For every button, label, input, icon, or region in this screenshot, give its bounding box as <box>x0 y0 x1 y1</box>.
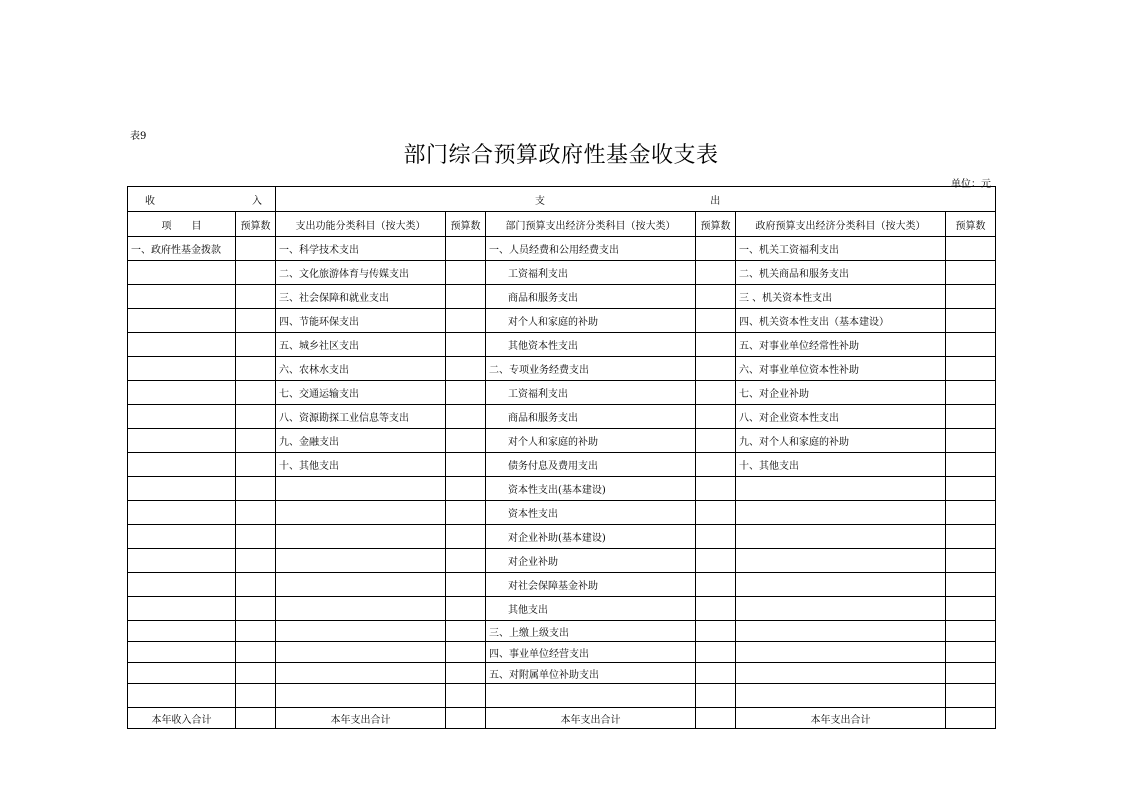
dept-budget-cell <box>696 621 736 642</box>
income-item-cell <box>128 357 236 381</box>
gov-econ-class-cell: 六、对事业单位资本性补助 <box>736 357 946 381</box>
gov-budget-cell <box>946 453 996 477</box>
func-class-cell <box>276 525 446 549</box>
dept-budget-cell <box>696 453 736 477</box>
income-budget-cell <box>236 237 276 261</box>
income-section-header <box>128 187 276 212</box>
func-budget-cell <box>446 597 486 621</box>
func-budget-cell <box>446 573 486 597</box>
gov-budget-cell <box>946 501 996 525</box>
func-total-budget-cell <box>446 708 486 729</box>
dept-budget-cell <box>696 501 736 525</box>
income-budget-cell <box>236 309 276 333</box>
income-header-left: 收 <box>145 195 155 207</box>
func-class-cell <box>276 597 446 621</box>
table-row <box>128 549 996 573</box>
table-row <box>128 663 996 684</box>
dept-budget-cell <box>696 309 736 333</box>
func-class-cell: 二、文化旅游体育与传媒支出 <box>276 261 446 285</box>
gov-econ-class-cell <box>736 621 946 642</box>
gov-econ-class-cell <box>736 501 946 525</box>
income-item-cell <box>128 309 236 333</box>
gov-budget-cell <box>946 621 996 642</box>
func-class-cell <box>276 642 446 663</box>
dept-econ-class-cell: 资本性支出(基本建设) <box>486 477 696 501</box>
income-budget-cell <box>236 684 276 708</box>
func-class-cell <box>276 477 446 501</box>
table-row <box>128 333 996 357</box>
table-row <box>128 621 996 642</box>
func-class-cell: 三、社会保障和就业支出 <box>276 285 446 309</box>
dept-econ-class-cell: 二、专项业务经费支出 <box>486 357 696 381</box>
gov-econ-class-cell: 四、机关资本性支出（基本建设） <box>736 309 946 333</box>
income-item-cell <box>128 525 236 549</box>
income-budget-cell <box>236 285 276 309</box>
income-item-cell <box>128 261 236 285</box>
func-budget-cell <box>446 642 486 663</box>
income-budget-cell <box>236 453 276 477</box>
dept-econ-class-cell: 工资福利支出 <box>486 381 696 405</box>
func-budget-cell <box>446 663 486 684</box>
income-item-cell <box>128 381 236 405</box>
totals-row <box>128 708 996 729</box>
income-budget-cell <box>236 621 276 642</box>
func-budget-cell <box>446 429 486 453</box>
income-total-budget-cell <box>236 708 276 729</box>
income-item-cell <box>128 621 236 642</box>
gov-budget-cell <box>946 357 996 381</box>
dept-econ-class-cell: 商品和服务支出 <box>486 285 696 309</box>
gov-budget-cell <box>946 684 996 708</box>
func-class-cell <box>276 501 446 525</box>
income-budget-cell <box>236 663 276 684</box>
table-row <box>128 642 996 663</box>
income-budget-cell <box>236 477 276 501</box>
dept-econ-class-cell: 对企业补助(基本建设) <box>486 525 696 549</box>
dept-budget-cell <box>696 597 736 621</box>
dept-total-budget-cell <box>696 708 736 729</box>
func-class-cell: 十、其他支出 <box>276 453 446 477</box>
gov-budget-cell <box>946 642 996 663</box>
col-header-dept-econ-class: 部门预算支出经济分类科目（按大类） <box>486 212 696 237</box>
income-budget-cell <box>236 333 276 357</box>
table-row <box>128 501 996 525</box>
gov-econ-class-cell: 一、机关工资福利支出 <box>736 237 946 261</box>
gov-econ-class-cell: 七、对企业补助 <box>736 381 946 405</box>
func-budget-cell <box>446 381 486 405</box>
func-class-cell: 五、城乡社区支出 <box>276 333 446 357</box>
gov-budget-cell <box>946 309 996 333</box>
column-header-row <box>128 212 996 237</box>
gov-budget-cell <box>946 429 996 453</box>
gov-budget-cell <box>946 477 996 501</box>
dept-budget-cell <box>696 642 736 663</box>
income-item-cell <box>128 429 236 453</box>
income-item-cell <box>128 597 236 621</box>
section-header-row <box>128 187 996 212</box>
income-total-cell: 本年收入合计 <box>128 708 236 729</box>
func-class-cell: 一、科学技术支出 <box>276 237 446 261</box>
func-budget-cell <box>446 285 486 309</box>
table-row <box>128 261 996 285</box>
dept-econ-class-cell: 资本性支出 <box>486 501 696 525</box>
gov-budget-cell <box>946 333 996 357</box>
dept-econ-class-cell: 其他资本性支出 <box>486 333 696 357</box>
income-item-cell <box>128 333 236 357</box>
dept-budget-cell <box>696 261 736 285</box>
dept-econ-class-cell: 五、对附属单位补助支出 <box>486 663 696 684</box>
func-class-cell: 七、交通运输支出 <box>276 381 446 405</box>
income-item-cell: 一、政府性基金拨款 <box>128 237 236 261</box>
expense-section-header <box>276 187 996 212</box>
income-item-cell <box>128 453 236 477</box>
table-row <box>128 684 996 708</box>
income-item-cell <box>128 285 236 309</box>
func-class-cell: 四、节能环保支出 <box>276 309 446 333</box>
income-item-cell <box>128 684 236 708</box>
expense-header-right: 出 <box>710 195 721 207</box>
func-budget-cell <box>446 684 486 708</box>
table-row <box>128 357 996 381</box>
dept-econ-class-cell: 三、上缴上级支出 <box>486 621 696 642</box>
gov-econ-class-cell <box>736 477 946 501</box>
dept-econ-class-cell: 债务付息及费用支出 <box>486 453 696 477</box>
table-number-label: 表9 <box>130 131 147 142</box>
dept-budget-cell <box>696 549 736 573</box>
gov-budget-cell <box>946 405 996 429</box>
table-row <box>128 381 996 405</box>
gov-econ-class-cell: 十、其他支出 <box>736 453 946 477</box>
gov-budget-cell <box>946 663 996 684</box>
gov-budget-cell <box>946 597 996 621</box>
table-row <box>128 597 996 621</box>
gov-budget-cell <box>946 237 996 261</box>
func-budget-cell <box>446 549 486 573</box>
dept-econ-class-cell: 其他支出 <box>486 597 696 621</box>
dept-total-cell: 本年支出合计 <box>486 708 696 729</box>
dept-econ-class-cell: 对个人和家庭的补助 <box>486 309 696 333</box>
income-budget-cell <box>236 405 276 429</box>
gov-budget-cell <box>946 525 996 549</box>
table-row <box>128 525 996 549</box>
func-budget-cell <box>446 405 486 429</box>
gov-budget-cell <box>946 381 996 405</box>
gov-econ-class-cell: 二、机关商品和服务支出 <box>736 261 946 285</box>
income-budget-cell <box>236 549 276 573</box>
table-row <box>128 237 996 261</box>
col-header-budget: 预算数 <box>236 212 276 237</box>
dept-econ-class-cell: 对个人和家庭的补助 <box>486 429 696 453</box>
gov-econ-class-cell <box>736 642 946 663</box>
gov-econ-class-cell: 九、对个人和家庭的补助 <box>736 429 946 453</box>
dept-budget-cell <box>696 684 736 708</box>
dept-budget-cell <box>696 663 736 684</box>
col-header-func-class: 支出功能分类科目（按大类） <box>276 212 446 237</box>
gov-budget-cell <box>946 261 996 285</box>
func-budget-cell <box>446 357 486 381</box>
func-budget-cell <box>446 453 486 477</box>
func-budget-cell <box>446 501 486 525</box>
income-budget-cell <box>236 381 276 405</box>
func-budget-cell <box>446 477 486 501</box>
dept-budget-cell <box>696 357 736 381</box>
gov-econ-class-cell: 三 、机关资本性支出 <box>736 285 946 309</box>
col-header-item: 项 目 <box>128 212 236 237</box>
func-class-cell <box>276 573 446 597</box>
func-total-cell: 本年支出合计 <box>276 708 446 729</box>
table-row <box>128 477 996 501</box>
gov-econ-class-cell <box>736 684 946 708</box>
func-class-cell <box>276 549 446 573</box>
income-budget-cell <box>236 357 276 381</box>
func-budget-cell <box>446 621 486 642</box>
func-class-cell <box>276 663 446 684</box>
income-budget-cell <box>236 501 276 525</box>
income-item-cell <box>128 477 236 501</box>
table-row <box>128 285 996 309</box>
gov-budget-cell <box>946 549 996 573</box>
table-row <box>128 453 996 477</box>
table-row <box>128 429 996 453</box>
dept-budget-cell <box>696 237 736 261</box>
table-row <box>128 573 996 597</box>
page-title: 部门综合预算政府性基金收支表 <box>403 143 719 168</box>
gov-econ-class-cell <box>736 663 946 684</box>
func-budget-cell <box>446 309 486 333</box>
func-class-cell: 八、资源勘探工业信息等支出 <box>276 405 446 429</box>
dept-budget-cell <box>696 573 736 597</box>
income-header-right: 入 <box>252 195 262 207</box>
income-budget-cell <box>236 573 276 597</box>
dept-econ-class-cell: 对企业补助 <box>486 549 696 573</box>
dept-budget-cell <box>696 381 736 405</box>
dept-econ-class-cell: 商品和服务支出 <box>486 405 696 429</box>
col-header-gov-econ-class: 政府预算支出经济分类科目（按大类） <box>736 212 946 237</box>
income-budget-cell <box>236 597 276 621</box>
gov-econ-class-cell: 八、对企业资本性支出 <box>736 405 946 429</box>
income-budget-cell <box>236 525 276 549</box>
func-budget-cell <box>446 261 486 285</box>
gov-budget-cell <box>946 573 996 597</box>
dept-budget-cell <box>696 525 736 549</box>
dept-econ-class-cell: 四、事业单位经营支出 <box>486 642 696 663</box>
budget-table <box>127 186 996 729</box>
income-item-cell <box>128 549 236 573</box>
table-row <box>128 309 996 333</box>
income-item-cell <box>128 573 236 597</box>
func-class-cell <box>276 684 446 708</box>
func-class-cell <box>276 621 446 642</box>
dept-econ-class-cell: 对社会保障基金补助 <box>486 573 696 597</box>
dept-budget-cell <box>696 333 736 357</box>
gov-budget-cell <box>946 285 996 309</box>
gov-econ-class-cell <box>736 525 946 549</box>
gov-total-cell: 本年支出合计 <box>736 708 946 729</box>
dept-budget-cell <box>696 429 736 453</box>
income-budget-cell <box>236 429 276 453</box>
income-budget-cell <box>236 642 276 663</box>
gov-econ-class-cell: 五、对事业单位经常性补助 <box>736 333 946 357</box>
func-budget-cell <box>446 237 486 261</box>
gov-econ-class-cell <box>736 597 946 621</box>
gov-total-budget-cell <box>946 708 996 729</box>
gov-econ-class-cell <box>736 573 946 597</box>
income-item-cell <box>128 501 236 525</box>
dept-budget-cell <box>696 477 736 501</box>
col-header-budget: 预算数 <box>696 212 736 237</box>
unit-label: 单位：元 <box>951 179 991 190</box>
dept-econ-class-cell <box>486 684 696 708</box>
dept-budget-cell <box>696 405 736 429</box>
func-class-cell: 六、农林水支出 <box>276 357 446 381</box>
col-header-budget: 预算数 <box>446 212 486 237</box>
dept-econ-class-cell: 工资福利支出 <box>486 261 696 285</box>
income-item-cell <box>128 642 236 663</box>
dept-budget-cell <box>696 285 736 309</box>
func-class-cell: 九、金融支出 <box>276 429 446 453</box>
income-item-cell <box>128 663 236 684</box>
col-header-budget: 预算数 <box>946 212 996 237</box>
table-row <box>128 405 996 429</box>
expense-header-left: 支 <box>535 195 545 207</box>
func-budget-cell <box>446 333 486 357</box>
gov-econ-class-cell <box>736 549 946 573</box>
income-budget-cell <box>236 261 276 285</box>
func-budget-cell <box>446 525 486 549</box>
income-item-cell <box>128 405 236 429</box>
dept-econ-class-cell: 一、人员经费和公用经费支出 <box>486 237 696 261</box>
